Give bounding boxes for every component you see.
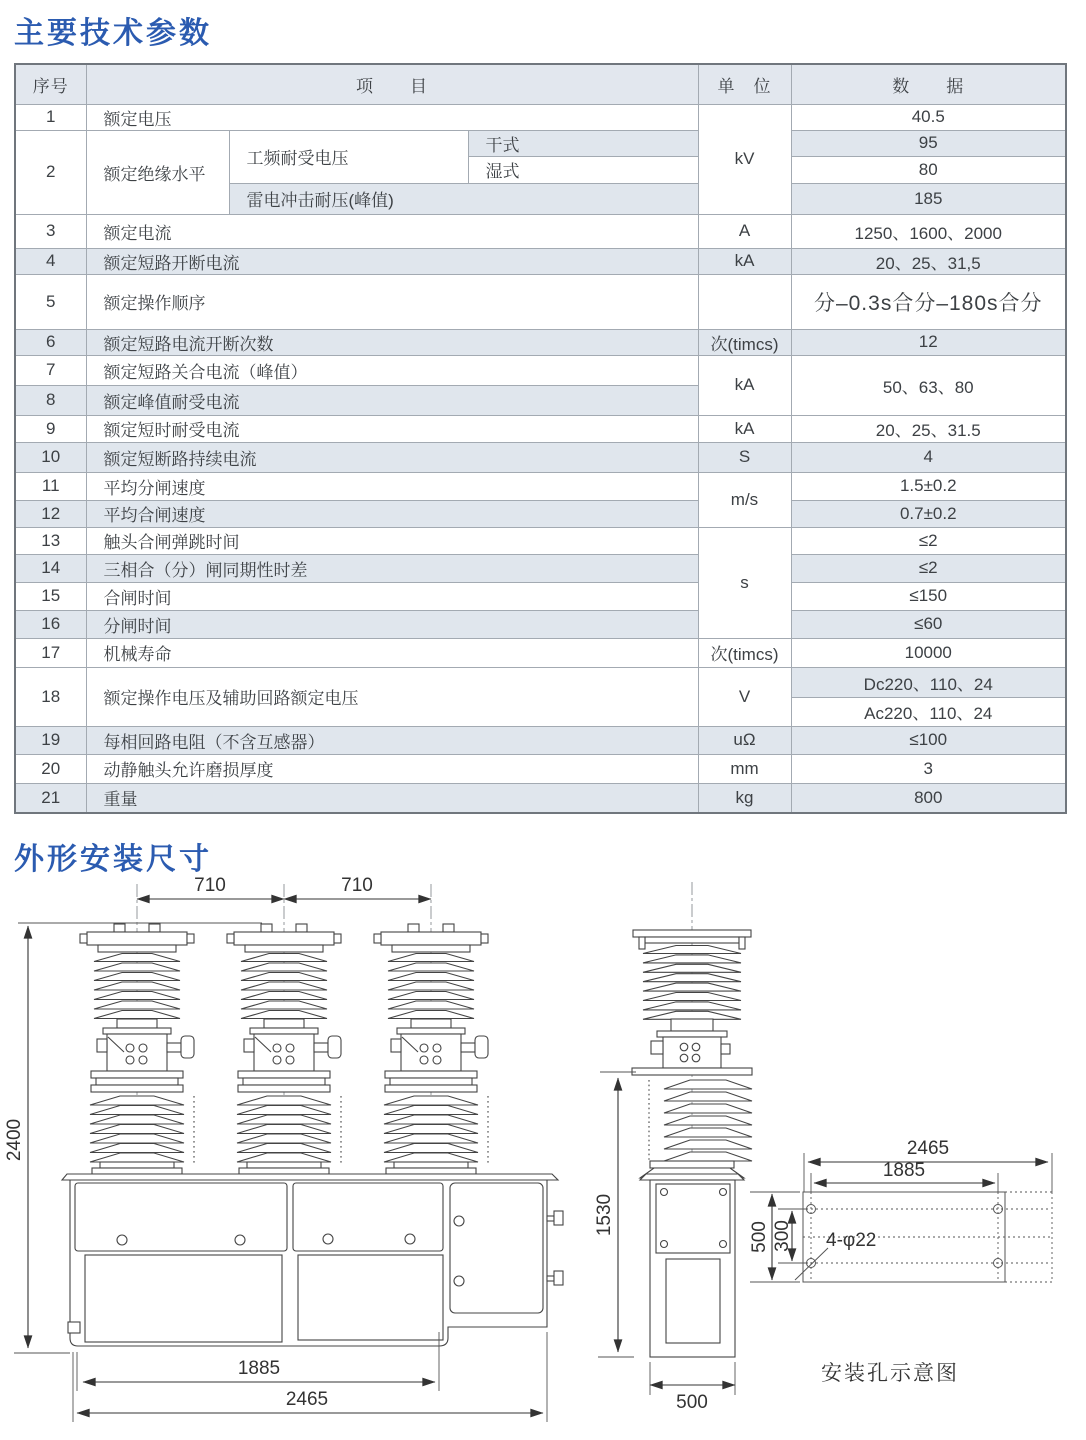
- cell-unit: S: [698, 442, 791, 472]
- cell-no: 14: [15, 554, 86, 582]
- side-cabinet: [640, 1174, 744, 1357]
- table-row: [15, 667, 1066, 697]
- cell-data: 95: [791, 130, 1066, 156]
- cell-data: 800: [791, 783, 1066, 813]
- cell-no: 6: [15, 329, 86, 355]
- cell-item: 动静触头允许磨损厚度: [86, 754, 698, 783]
- front-view: [4, 875, 563, 1422]
- cell-unit: A: [698, 214, 791, 248]
- dim-mount-height: 500: [749, 1221, 770, 1253]
- cell-data: ≤100: [791, 726, 1066, 754]
- cell-data: ≤2: [791, 527, 1066, 554]
- cell-unit: m/s: [698, 472, 791, 527]
- cell-item: 额定电流: [86, 214, 698, 248]
- cell-no: 10: [15, 442, 86, 472]
- dim-side-height: 1530: [594, 1193, 615, 1237]
- dim-pole-spacing-1: 710: [194, 875, 226, 896]
- cell-unit: 次(timcs): [698, 329, 791, 355]
- cell-item: 额定短路开断电流: [86, 248, 698, 274]
- cell-data: 4: [791, 442, 1066, 472]
- table-row: [15, 638, 1066, 667]
- cell-unit: [698, 274, 791, 329]
- dim-mount-height-inner: 300: [772, 1220, 793, 1252]
- cell-subitem: 湿式: [468, 156, 698, 183]
- cell-data: Dc220、110、24: [791, 667, 1066, 697]
- breaker-pole-side: [632, 930, 752, 1178]
- cell-item: 机械寿命: [86, 638, 698, 667]
- cell-item: 平均合闸速度: [86, 500, 698, 527]
- cell-no: 19: [15, 726, 86, 754]
- cell-item: 三相合（分）闸同期性时差: [86, 554, 698, 582]
- cell-data: 80: [791, 156, 1066, 183]
- header-no: 序号: [15, 64, 86, 104]
- table-header-row: [15, 64, 1066, 104]
- mounting-hole-diagram: [749, 1138, 1052, 1385]
- cell-data: ≤2: [791, 554, 1066, 582]
- cell-subitem: 工频耐受电压: [229, 130, 468, 183]
- cell-unit: 次(timcs): [698, 638, 791, 667]
- table-row: [15, 248, 1066, 274]
- section-title-dimensions: 外形安装尺寸: [14, 843, 212, 876]
- cell-no: 2: [15, 130, 86, 214]
- cell-subitem: 干式: [468, 130, 698, 156]
- mounting-diagram-caption: 安装孔示意图: [821, 1362, 959, 1385]
- table-row: [15, 415, 1066, 442]
- cell-item: 额定短时耐受电流: [86, 415, 698, 442]
- cell-data: 20、25、31,5: [791, 248, 1066, 274]
- cell-no: 5: [15, 274, 86, 329]
- cell-unit: V: [698, 667, 791, 726]
- dim-width-outer: 2465: [285, 1389, 329, 1410]
- cell-data: ≤60: [791, 610, 1066, 638]
- header-item: 项 目: [86, 64, 698, 104]
- table-row: [15, 104, 1066, 130]
- parameters-table: [14, 63, 1067, 814]
- cell-data: 40.5: [791, 104, 1066, 130]
- cell-item: 触头合闸弹跳时间: [86, 527, 698, 554]
- cell-data: 1.5±0.2: [791, 472, 1066, 500]
- cell-unit: kg: [698, 783, 791, 813]
- breaker-pole: [227, 924, 341, 1174]
- table-row: [15, 554, 1066, 582]
- cell-no: 8: [15, 385, 86, 415]
- table-row: [15, 582, 1066, 610]
- table-row: [15, 527, 1066, 554]
- table-row: [15, 783, 1066, 813]
- dim-mount-width-outer: 2465: [906, 1138, 950, 1159]
- cell-unit: kA: [698, 248, 791, 274]
- cell-subitem: 雷电冲击耐压(峰值): [229, 183, 698, 214]
- table-row: [15, 329, 1066, 355]
- cell-unit: kV: [698, 104, 791, 214]
- table-row: [15, 355, 1066, 385]
- cell-item: 额定绝缘水平: [86, 130, 229, 214]
- cell-no: 9: [15, 415, 86, 442]
- table-row: [15, 726, 1066, 754]
- cell-data: 3: [791, 754, 1066, 783]
- cell-data: 1250、1600、2000: [791, 214, 1066, 248]
- cell-item: 合闸时间: [86, 582, 698, 610]
- cell-no: 4: [15, 248, 86, 274]
- cell-no: 7: [15, 355, 86, 385]
- dim-side-width: 500: [676, 1392, 708, 1413]
- table-row: [15, 610, 1066, 638]
- table-row: [15, 274, 1066, 329]
- front-cabinet: [62, 1174, 563, 1346]
- cell-no: 1: [15, 104, 86, 130]
- cell-item: 额定操作顺序: [86, 274, 698, 329]
- cell-unit: uΩ: [698, 726, 791, 754]
- dim-pole-spacing-2: 710: [341, 875, 373, 896]
- cell-item: 额定电压: [86, 104, 698, 130]
- cell-data: 0.7±0.2: [791, 500, 1066, 527]
- cell-item: 平均分闸速度: [86, 472, 698, 500]
- cell-item: 额定操作电压及辅助回路额定电压: [86, 667, 698, 726]
- cell-no: 16: [15, 610, 86, 638]
- cell-item: 额定短路关合电流（峰值）: [86, 355, 698, 385]
- hole-callout: 4-φ22: [826, 1230, 877, 1251]
- cell-item: 分闸时间: [86, 610, 698, 638]
- cell-data: 50、63、80: [791, 355, 1066, 415]
- cell-data: 185: [791, 183, 1066, 214]
- cell-item: 额定短路电流开断次数: [86, 329, 698, 355]
- cell-data: 20、25、31.5: [791, 415, 1066, 442]
- cell-no: 13: [15, 527, 86, 554]
- dim-mount-width-inner: 1885: [882, 1160, 926, 1181]
- cell-no: 12: [15, 500, 86, 527]
- header-unit: 单 位: [698, 64, 791, 104]
- cell-item: 每相回路电阻（不含互感器）: [86, 726, 698, 754]
- side-view: [594, 882, 752, 1413]
- header-data: 数 据: [791, 64, 1066, 104]
- cell-no: 20: [15, 754, 86, 783]
- cell-data: 12: [791, 329, 1066, 355]
- cell-no: 3: [15, 214, 86, 248]
- cell-no: 21: [15, 783, 86, 813]
- breaker-pole: [80, 924, 194, 1174]
- cell-item: 额定峰值耐受电流: [86, 385, 698, 415]
- cell-unit: s: [698, 527, 791, 638]
- table-row: [15, 754, 1066, 783]
- dim-total-height: 2400: [4, 1118, 25, 1162]
- cell-data: 10000: [791, 638, 1066, 667]
- table-row: [15, 214, 1066, 248]
- table-row: [15, 130, 1066, 156]
- cell-item: 额定短断路持续电流: [86, 442, 698, 472]
- table-row: [15, 500, 1066, 527]
- cell-unit: mm: [698, 754, 791, 783]
- cell-unit: kA: [698, 355, 791, 415]
- dim-width-inner: 1885: [237, 1358, 281, 1379]
- cell-data: 分–0.3s合分–180s合分: [791, 274, 1066, 329]
- cell-no: 18: [15, 667, 86, 726]
- table-row: [15, 472, 1066, 500]
- table-row: [15, 442, 1066, 472]
- cell-item: 重量: [86, 783, 698, 813]
- cell-no: 11: [15, 472, 86, 500]
- cell-data: ≤150: [791, 582, 1066, 610]
- section-title-parameters: 主要技术参数: [14, 17, 212, 50]
- outline-drawing: [0, 870, 1086, 1440]
- cell-no: 15: [15, 582, 86, 610]
- breaker-pole: [374, 924, 488, 1174]
- cell-unit: kA: [698, 415, 791, 442]
- cell-data: Ac220、110、24: [791, 697, 1066, 726]
- cell-no: 17: [15, 638, 86, 667]
